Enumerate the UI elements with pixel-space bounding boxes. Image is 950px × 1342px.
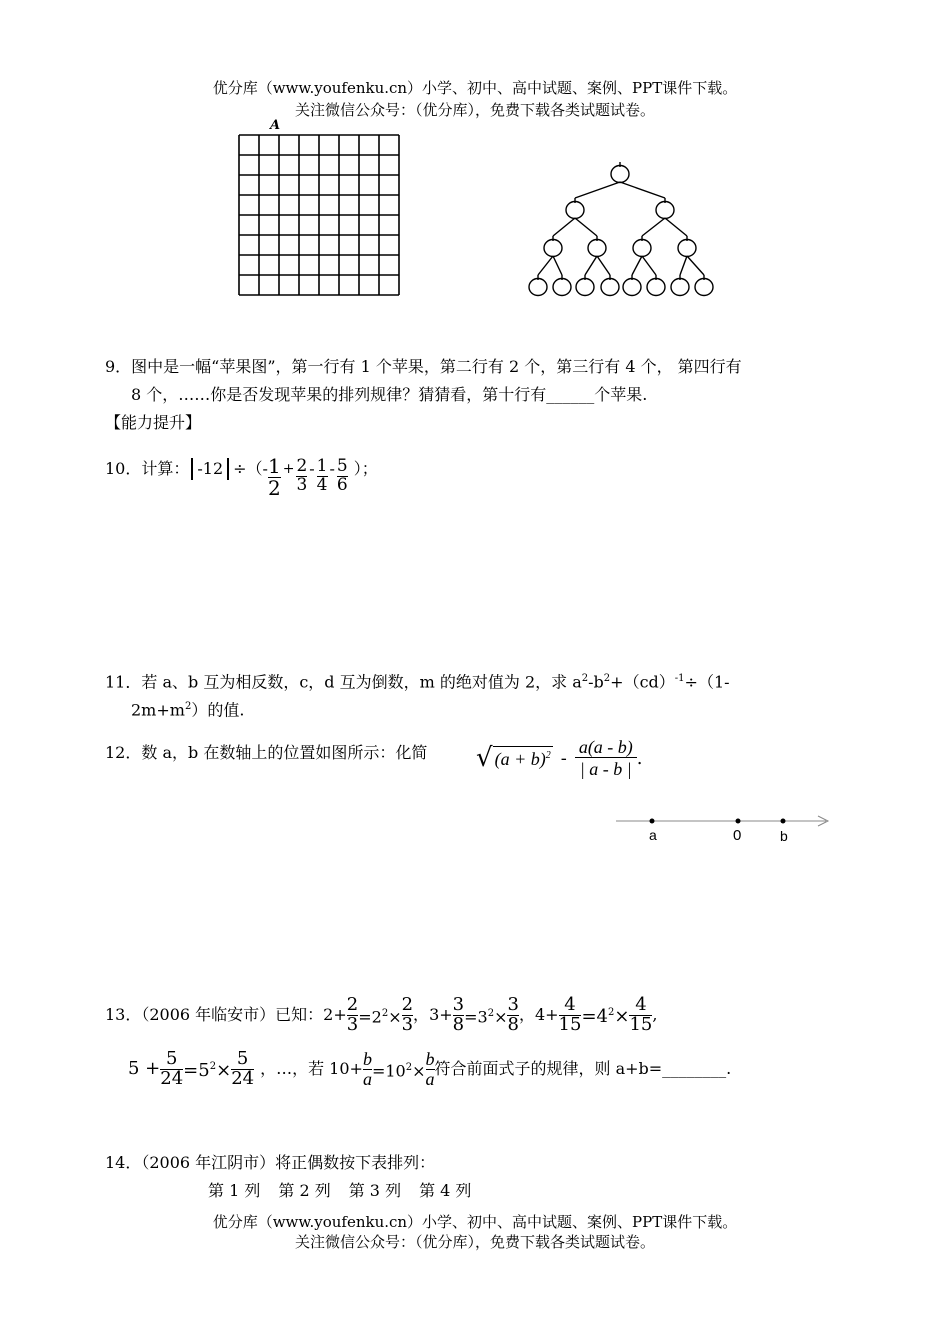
q12-text: 12．数 a，b 在数轴上的位置如图所示：化简 xyxy=(105,743,428,762)
point-a xyxy=(650,819,655,824)
label-zero: 0 xyxy=(733,827,742,844)
header-line-2: 关注微信公众号：（优分库），免费下载各类试题试卷。 xyxy=(294,101,655,119)
q10-suffix: ）； xyxy=(353,459,378,478)
q10-div: ÷（- xyxy=(233,459,268,478)
apple-icon xyxy=(647,279,665,296)
apple-icon xyxy=(576,279,594,296)
header-line-1: 优分库（www.youfenku.cn）小学、初中、高中试题、案例、PPT课件下载。 xyxy=(212,79,738,97)
apple-icon xyxy=(529,279,547,296)
label-a: a xyxy=(649,827,657,843)
apple-icon xyxy=(601,279,619,296)
q10-frac-4: $\frac{5}{6}$ xyxy=(336,456,348,495)
point-b xyxy=(781,819,786,824)
number-line xyxy=(612,812,836,846)
q12-expression: √ $(a + b)^2$ - $\frac{a(a - b)}{| a - b |}$ . xyxy=(476,737,643,779)
apple-icon xyxy=(544,240,562,257)
point-zero xyxy=(736,819,741,824)
q10: 10．计算： -12 ÷（- $\frac{1}{2}$ + $\frac{2}{3}$ - $\frac{1}{4}$ - $\frac{5}{6}$ ）； xyxy=(105,454,378,500)
footer-line-2: 关注微信公众号：（优分库），免费下载各类试题试卷。 xyxy=(294,1233,655,1251)
q10-frac-2: $\frac{2}{3}$ xyxy=(296,456,308,495)
label-b: b xyxy=(780,828,788,844)
apple-icon xyxy=(566,202,584,219)
column-2: 第 2 列 xyxy=(278,1181,331,1200)
column-4: 第 4 列 xyxy=(419,1181,472,1200)
q14-columns-header xyxy=(208,1180,471,1202)
sqrt-inner: $(a + b)^2$ xyxy=(493,746,553,770)
q10-prefix: 10．计算： xyxy=(105,459,190,478)
apple-icon xyxy=(623,279,641,296)
grid-label: A xyxy=(270,118,281,133)
apple-icon xyxy=(611,166,629,183)
q11-line-1: 11．若 a、b 互为相反数，c，d 互为倒数，m 的绝对值为 2，求 $a^2-b^2+(cd)^{-1}\div(1-$ xyxy=(105,672,730,692)
apple-icon xyxy=(695,279,713,296)
column-1: 第 1 列 xyxy=(208,1181,261,1200)
apple-icon xyxy=(671,279,689,296)
q13-line-1: 13．（2006 年临安市）已知： 2+ $\frac{2}{3}$ $=2^2\times$ $\frac{2}{3}$ ， 3+ $\frac{3}{8}$ $=3^2\times$ $\frac{3}{8}$ ， 4+ $\frac{4}{15}$ $=4^2\times$ $\frac{4}{15}$ , xyxy=(105,994,658,1035)
q11-line-2: $2m+m^2$）的值. xyxy=(131,700,245,720)
q13-line-2: 5 + $\frac{5}{24}$ $=5^2\times$ $\frac{5}{24}$ ，…，若 10+ $\frac{b}{a}$ $=10^2\times$ $\frac{b}{a}$ 符合前面式子的规律，则 a+b=________. xyxy=(128,1048,732,1089)
section-title: 【能力提升】 xyxy=(105,413,202,432)
q9-line-2: 8 个，……你是否发现苹果的排列规律？猜猜看，第十行有______个苹果. xyxy=(131,385,648,404)
q10-frac-3: $\frac{1}{4}$ xyxy=(316,456,328,495)
q10-abs-value: -12 xyxy=(191,458,229,480)
apple-icon xyxy=(656,202,674,219)
apple-tree-diagram xyxy=(520,150,720,306)
apple-icon xyxy=(588,240,606,257)
column-3: 第 3 列 xyxy=(348,1181,402,1200)
apple-icon xyxy=(678,240,696,257)
square-grid xyxy=(237,133,405,301)
q14-line-1: 14．（2006 年江阴市）将正偶数按下表排列： xyxy=(105,1153,436,1172)
q12-fraction: $\frac{a(a - b)}{| a - b |}$ xyxy=(575,738,637,779)
sqrt-symbol: √ xyxy=(476,743,493,774)
footer-line-1: 优分库（www.youfenku.cn）小学、初中、高中试题、案例、PPT课件下载。 xyxy=(212,1213,738,1231)
apple-icon xyxy=(553,279,571,296)
q9-line-1: 9．图中是一幅“苹果图”，第一行有 1 个苹果，第二行有 2 个，第三行有 4 个， 第四行有 xyxy=(105,357,742,376)
apple-icon xyxy=(633,240,651,257)
q10-frac-1: $\frac{1}{2}$ xyxy=(267,454,281,500)
